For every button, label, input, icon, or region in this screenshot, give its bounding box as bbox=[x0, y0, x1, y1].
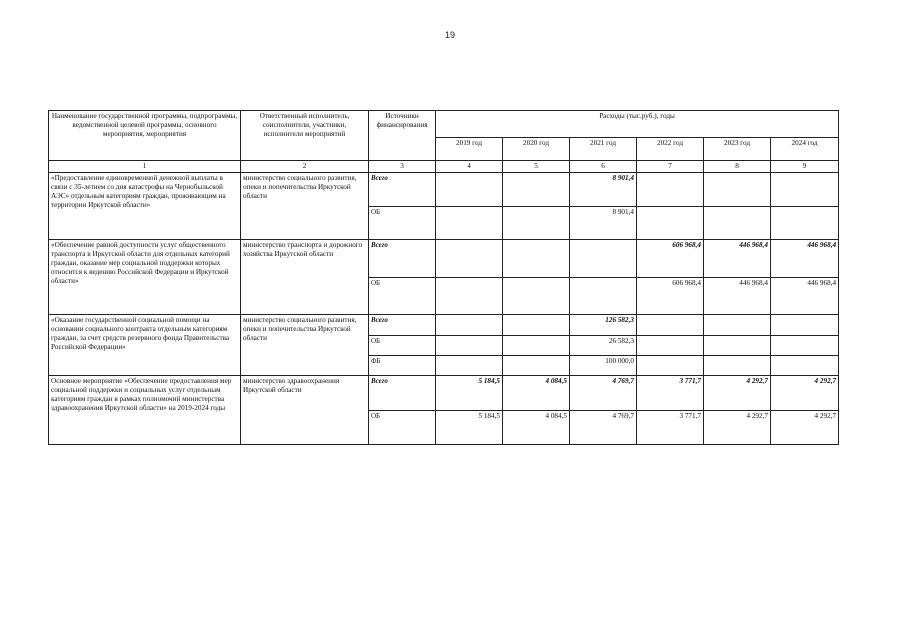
value-cell bbox=[637, 315, 704, 336]
value-cell: 446 968,4 bbox=[704, 240, 771, 278]
header-year: 2020 год bbox=[503, 138, 570, 161]
source-label: ФБ bbox=[369, 356, 436, 376]
source-label: ОБ bbox=[369, 336, 436, 356]
source-label: ОБ bbox=[369, 411, 436, 445]
value-cell bbox=[771, 173, 839, 207]
measure-executor: министерство здравоохранения Иркутской области bbox=[241, 376, 369, 445]
value-cell: 4 769,7 bbox=[570, 411, 637, 445]
value-cell: 4 292,7 bbox=[771, 411, 839, 445]
header-executor: Ответственный исполнитель, соисполнители, участники, исполнители мероприятий bbox=[241, 111, 369, 161]
value-cell: 4 084,5 bbox=[503, 376, 570, 411]
value-cell bbox=[503, 207, 570, 240]
value-cell bbox=[436, 173, 503, 207]
header-source: Источники финансирования bbox=[369, 111, 436, 161]
column-number: 1 bbox=[49, 161, 241, 173]
value-cell: 3 771,7 bbox=[637, 376, 704, 411]
measure-executor: министерство транспорта и дорожного хозяйства Иркутской области bbox=[241, 240, 369, 315]
value-cell bbox=[637, 207, 704, 240]
budget-table bbox=[48, 110, 839, 445]
measure-name: «Обеспечение равной доступности услуг общественного транспорта в Иркутской области для отдельных категорий граждан, оказание мер социальной поддержки которых относится к ведению Российской Федерации и Иркутской области» bbox=[49, 240, 241, 315]
header-year: 2021 год bbox=[570, 138, 637, 161]
value-cell bbox=[436, 336, 503, 356]
header-name: Наименование государственной программы, подпрограммы, ведомственной целевой программы, основного мероприятия, мероприятия bbox=[49, 111, 241, 161]
table-row bbox=[49, 173, 839, 207]
column-number: 2 bbox=[241, 161, 369, 173]
source-label: Всего bbox=[369, 315, 436, 336]
value-cell: 26 582,3 bbox=[570, 336, 637, 356]
value-cell: 8 901,4 bbox=[570, 173, 637, 207]
value-cell: 4 084,5 bbox=[503, 411, 570, 445]
column-number: 3 bbox=[369, 161, 436, 173]
value-cell: 5 184,5 bbox=[436, 376, 503, 411]
value-cell bbox=[503, 336, 570, 356]
column-number: 5 bbox=[503, 161, 570, 173]
column-number: 8 bbox=[704, 161, 771, 173]
value-cell bbox=[503, 240, 570, 278]
value-cell bbox=[503, 173, 570, 207]
value-cell bbox=[637, 356, 704, 376]
header-year: 2024 год bbox=[771, 138, 839, 161]
column-number: 6 bbox=[570, 161, 637, 173]
value-cell bbox=[771, 207, 839, 240]
value-cell bbox=[771, 315, 839, 336]
value-cell bbox=[637, 336, 704, 356]
column-number: 4 bbox=[436, 161, 503, 173]
value-cell bbox=[704, 336, 771, 356]
header-year: 2023 год bbox=[704, 138, 771, 161]
value-cell bbox=[503, 315, 570, 336]
value-cell: 4 292,7 bbox=[704, 411, 771, 445]
table-row bbox=[49, 240, 839, 278]
value-cell bbox=[436, 278, 503, 315]
value-cell bbox=[436, 315, 503, 336]
value-cell bbox=[436, 207, 503, 240]
value-cell bbox=[503, 278, 570, 315]
value-cell bbox=[704, 207, 771, 240]
column-number: 9 bbox=[771, 161, 839, 173]
header-expenses: Расходы (тыс.руб.), годы bbox=[436, 111, 839, 138]
measure-executor: министерство социального развития, опеки и попечительства Иркутской области bbox=[241, 173, 369, 240]
value-cell: 446 968,4 bbox=[771, 278, 839, 315]
table-row bbox=[49, 315, 839, 336]
value-cell bbox=[704, 356, 771, 376]
value-cell bbox=[436, 356, 503, 376]
table-row bbox=[49, 376, 839, 411]
measure-name: Основное мероприятие «Обеспечение предоставления мер социальной поддержки и социальных услуг отдельным категориям граждан в рамках полномочий министерства здравоохранения Иркутской области» на 2019-2024 годы bbox=[49, 376, 241, 445]
value-cell bbox=[771, 356, 839, 376]
value-cell: 4 292,7 bbox=[704, 376, 771, 411]
value-cell: 100 000,0 bbox=[570, 356, 637, 376]
value-cell bbox=[704, 315, 771, 336]
value-cell: 446 968,4 bbox=[771, 240, 839, 278]
value-cell: 5 184,5 bbox=[436, 411, 503, 445]
value-cell bbox=[704, 173, 771, 207]
page-number: 19 bbox=[444, 30, 455, 40]
source-label: Всего bbox=[369, 376, 436, 411]
value-cell: 606 968,4 bbox=[637, 240, 704, 278]
value-cell: 4 769,7 bbox=[570, 376, 637, 411]
source-label: ОБ bbox=[369, 278, 436, 315]
value-cell: 126 582,3 bbox=[570, 315, 637, 336]
source-label: Всего bbox=[369, 173, 436, 207]
measure-name: «Предоставление единовременной денежной выплаты в связи с 35-летием со дня катастрофы на Чернобыльской АЭС» отдельным категориям граждан, проживающим на территории Иркутской области» bbox=[49, 173, 241, 240]
header-year: 2019 год bbox=[436, 138, 503, 161]
value-cell bbox=[637, 173, 704, 207]
value-cell bbox=[570, 240, 637, 278]
value-cell bbox=[771, 336, 839, 356]
value-cell: 4 292,7 bbox=[771, 376, 839, 411]
column-number: 7 bbox=[637, 161, 704, 173]
header-year: 2022 год bbox=[637, 138, 704, 161]
value-cell: 8 901,4 bbox=[570, 207, 637, 240]
value-cell bbox=[436, 240, 503, 278]
source-label: Всего bbox=[369, 240, 436, 278]
value-cell: 3 771,7 bbox=[637, 411, 704, 445]
value-cell bbox=[570, 278, 637, 315]
value-cell: 606 968,4 bbox=[637, 278, 704, 315]
measure-name: «Оказание государственной социальной помощи на основании социального контракта отдельным категориям граждан, за счет средств резервного фонда Правительства Российской Федерации» bbox=[49, 315, 241, 376]
measure-executor: министерство социального развития, опеки и попечительства Иркутской области bbox=[241, 315, 369, 376]
value-cell: 446 968,4 bbox=[704, 278, 771, 315]
source-label: ОБ bbox=[369, 207, 436, 240]
value-cell bbox=[503, 356, 570, 376]
